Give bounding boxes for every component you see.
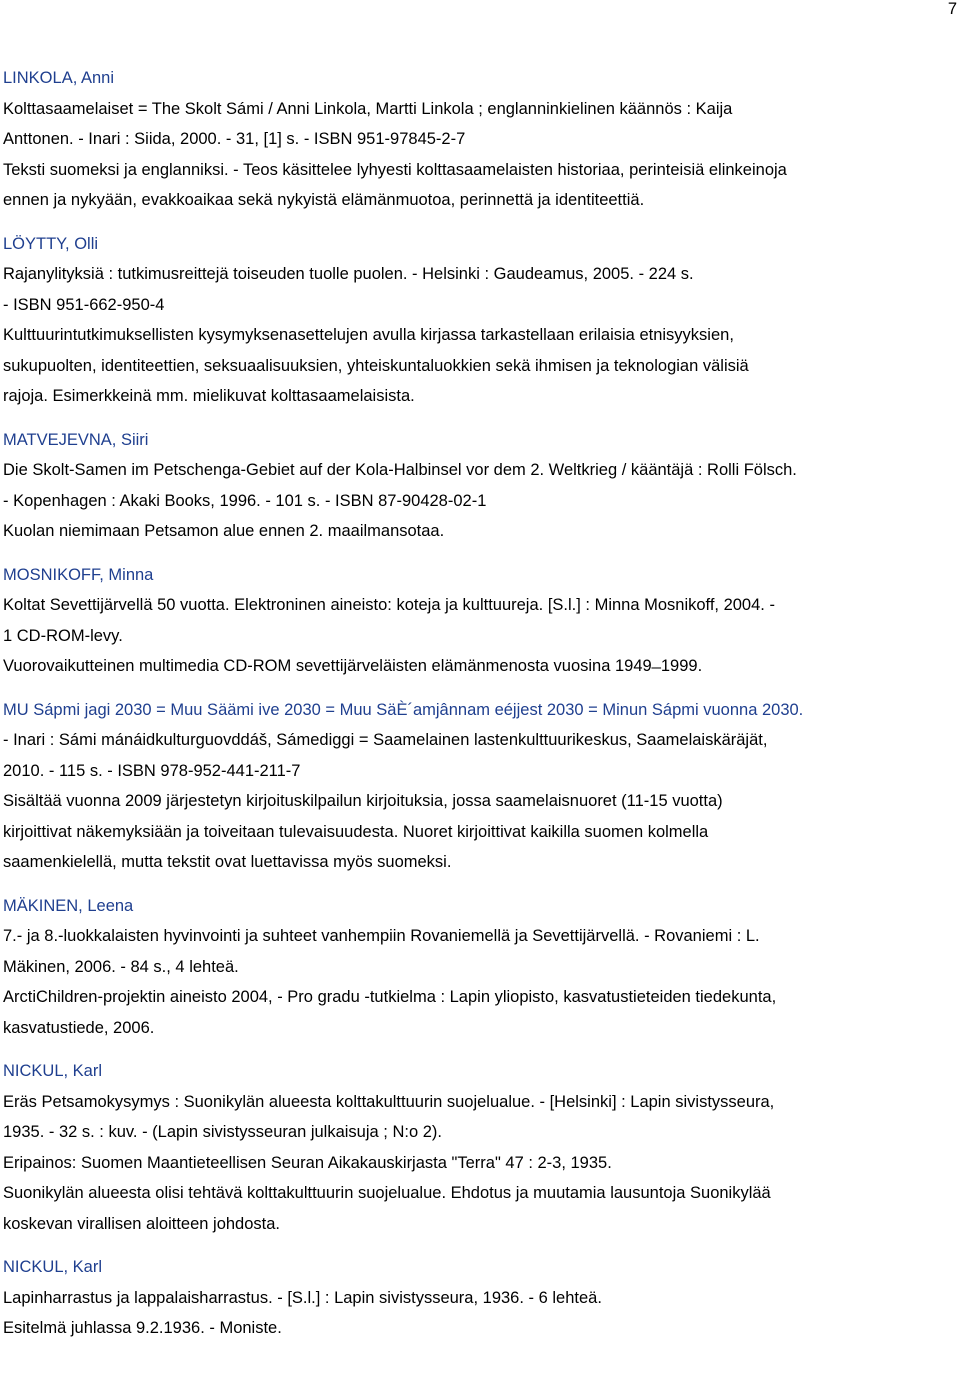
- entry-author: MATVEJEVNA, Siiri: [3, 430, 149, 449]
- page-number: 7: [947, 0, 957, 18]
- entry-author: MOSNIKOFF, Minna: [3, 565, 154, 584]
- entry-line: rajoja. Esimerkkeinä mm. mielikuvat kolttasaamelaisista.: [3, 387, 415, 405]
- entry-line: 1935. - 32 s. : kuv. - (Lapin sivistysseuran julkaisuja ; N:o 2).: [3, 1123, 442, 1141]
- entry-line: ArctiChildren-projektin aineisto 2004, - Pro gradu -tutkielma : Lapin yliopisto, kasvatustieteiden tiedekunta,: [3, 988, 777, 1006]
- entry-author: LINKOLA, Anni: [3, 69, 114, 87]
- entry-line: kirjoittivat näkemyksiään ja toiveitaan tulevaisuudesta. Nuoret kirjoittivat kaikilla suomen kolmella: [3, 822, 709, 841]
- entry-author: NICKUL, Karl: [3, 1258, 103, 1276]
- entry-line: 7.- ja 8.-luokkalaisten hyvinvointi ja suhteet vanhempiin Rovaniemellä ja Sevettijärvellä. - Rovaniemi : L.: [3, 927, 760, 945]
- bibliography-entry: [3, 560, 955, 682]
- entry-line: 1 CD-ROM-levy.: [3, 626, 123, 645]
- bibliography-entry: [3, 891, 955, 1044]
- entry-author: MU Sápmi jagi 2030 = Muu Säämi ive 2030 = Muu SäÈ´amjânnam eéjjest 2030 = Minun Sápmi vuonna 2030.: [3, 700, 804, 719]
- entry-line: Eripainos: Suomen Maantieteellisen Seuran Aikakauskirjasta "Terra" 47 : 2-3, 1935.: [3, 1153, 612, 1172]
- bibliography-entry: [3, 1056, 955, 1239]
- entry-line: kasvatustiede, 2006.: [3, 1018, 155, 1037]
- entry-line: koskevan virallisen aloitteen johdosta.: [3, 1214, 280, 1233]
- entry-line: Sisältää vuonna 2009 järjestetyn kirjoituskilpailun kirjoituksia, jossa saamelaisnuoret (11-15 vuotta): [3, 792, 723, 810]
- entry-line: Anttonen. - Inari : Siida, 2000. - 31, [1] s. - ISBN 951-97845-2-7: [3, 130, 466, 148]
- entry-author: NICKUL, Karl: [3, 1062, 103, 1080]
- entry-line: - Kopenhagen : Akaki Books, 1996. - 101 s. - ISBN 87-90428-02-1: [3, 491, 487, 510]
- entry-line: Kolttasaamelaiset = The Skolt Sámi / Anni Linkola, Martti Linkola ; englanninkielinen käännös : Kaija: [3, 99, 733, 118]
- entry-author: LÖYTTY, Olli: [3, 234, 99, 253]
- entry-line: sukupuolten, identiteettien, seksuaalisuuksien, yhteiskuntaluokkien sekä ihmisen ja teknologian välisiä: [3, 356, 749, 375]
- entry-line: Lapinharrastus ja lappalaisharrastus. - [S.l.] : Lapin sivistysseura, 1936. - 6 lehteä.: [3, 1288, 602, 1307]
- entry-line: - ISBN 951-662-950-4: [3, 295, 165, 314]
- entry-line: Kulttuurintutkimuksellisten kysymyksenasettelujen avulla kirjassa tarkastellaan erilaisia etnisyyksien,: [3, 326, 734, 344]
- entry-line: 2010. - 115 s. - ISBN 978-952-441-211-7: [3, 761, 301, 780]
- entry-line: Kuolan niemimaan Petsamon alue ennen 2. maailmansotaa.: [3, 522, 445, 540]
- entry-line: Teksti suomeksi ja englanniksi. - Teos käsittelee lyhyesti kolttasaamelaisten historiaa, perinteisiä elinkeinoja: [3, 160, 787, 179]
- entry-line: Mäkinen, 2006. - 84 s., 4 lehteä.: [3, 957, 239, 976]
- entry-line: Rajanylityksiä : tutkimusreittejä toiseuden tuolle puolen. - Helsinki : Gaudeamus, 2005. - 224 s.: [3, 265, 694, 283]
- entry-line: saamenkielellä, mutta tekstit ovat luettavissa myös suomeksi.: [3, 853, 452, 871]
- entry-line: Vuorovaikutteinen multimedia CD-ROM sevettijärveläisten elämänmenosta vuosina 1949 ̶ 1999.: [3, 657, 703, 675]
- entry-author: MÄKINEN, Leena: [3, 896, 134, 915]
- entry-line: - Inari : Sámi mánáidkulturguovddáš, Sámediggi = Saamelainen lastenkulttuurikeskus, Saamelaiskäräjät,: [3, 731, 768, 749]
- bibliography-entry: [3, 695, 955, 878]
- bibliography-entry: [3, 1252, 955, 1344]
- bibliography-list: [3, 63, 955, 1357]
- bibliography-entry: [3, 63, 955, 216]
- entry-line: Suonikylän alueesta olisi tehtävä kolttakulttuurin suojelualue. Ehdotus ja muutamia lausuntoja Suonikylää: [3, 1184, 771, 1202]
- entry-line: Eräs Petsamokysymys : Suonikylän alueesta kolttakulttuurin suojelualue. - [Helsinki] : Lapin sivistysseura,: [3, 1092, 775, 1111]
- entry-line: ennen ja nykyään, evakkoaikaa sekä nykyistä elämänmuotoa, perinnettä ja identiteettiä.: [3, 191, 645, 209]
- entry-line: Esitelmä juhlassa 9.2.1936. - Moniste.: [3, 1319, 282, 1337]
- bibliography-entry: [3, 425, 955, 547]
- entry-line: Die Skolt-Samen im Petschenga-Gebiet auf der Kola-Halbinsel vor dem 2. Weltkrieg / kääntäjä : Rolli Fölsch.: [3, 461, 797, 479]
- entry-line: Koltat Sevettijärvellä 50 vuotta. Elektroninen aineisto: koteja ja kulttuureja. [S.l.] : Minna Mosnikoff, 2004. -: [3, 596, 775, 614]
- bibliography-entry: [3, 229, 955, 412]
